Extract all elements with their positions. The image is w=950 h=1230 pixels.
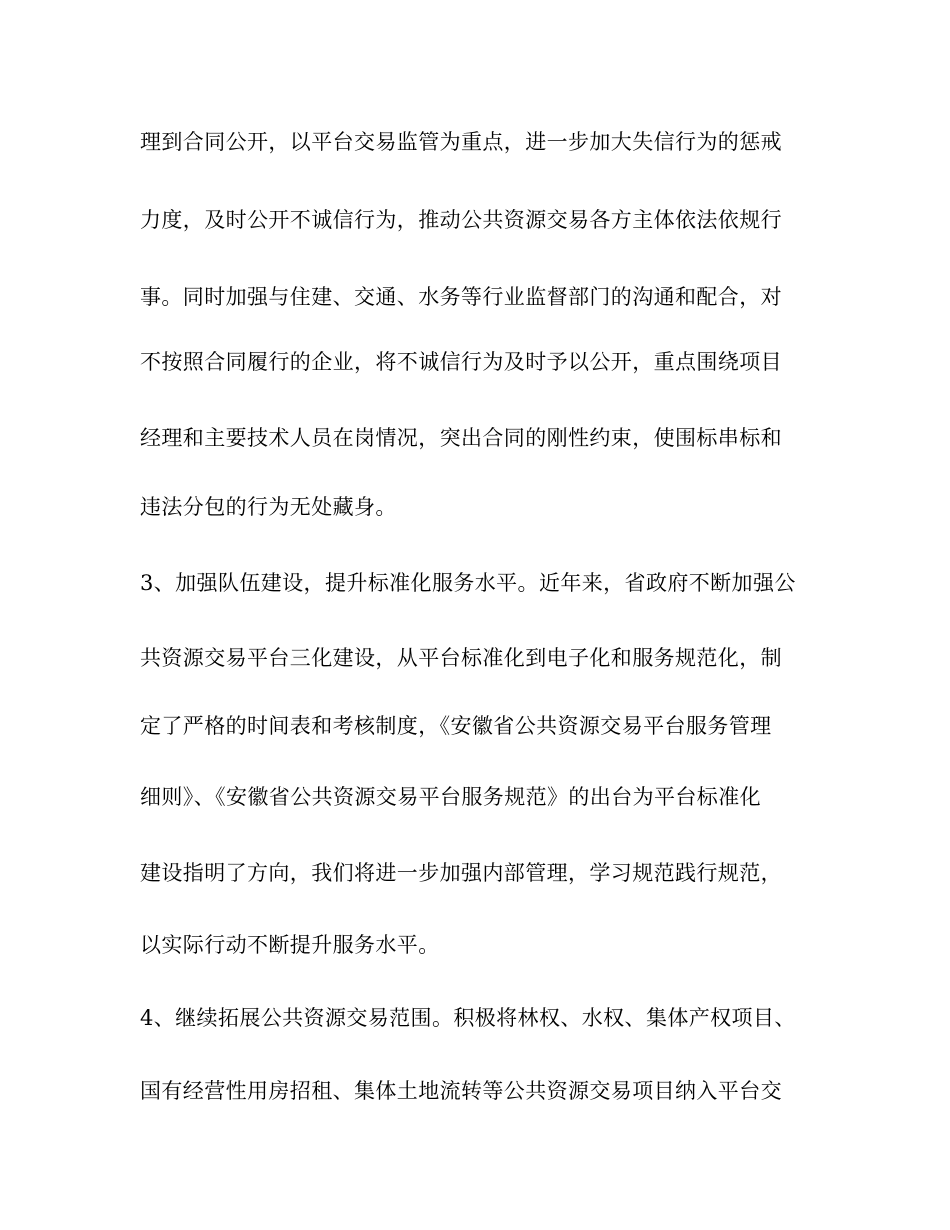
- text-line: 国有经营性用房招租、集体土地流转等公共资源交易项目纳入平台交: [140, 1079, 782, 1103]
- text-line: 建设指明了方向，我们将进一步加强内部管理，学习规范践行规范，: [140, 861, 782, 885]
- text-line: 事。同时加强与住建、交通、水务等行业监督部门的沟通和配合，对: [140, 285, 782, 309]
- text-line: 理到合同公开，以平台交易监管为重点，进一步加大失信行为的惩戒: [140, 130, 782, 154]
- text-line: 3、加强队伍建设，提升标准化服务水平。近年来，省政府不断加强公: [140, 571, 796, 595]
- text-line: 不按照合同履行的企业，将不诚信行为及时予以公开，重点围绕项目: [140, 350, 782, 374]
- text-line: 4、继续拓展公共资源交易范围。积极将林权、水权、集体产权项目、: [140, 1006, 796, 1030]
- text-line: 定了严格的时间表和考核制度，《安徽省公共资源交易平台服务管理: [140, 714, 772, 738]
- text-line: 经理和主要技术人员在岗情况，突出合同的刚性约束，使围标串标和: [140, 426, 782, 450]
- text-line: 违法分包的行为无处藏身。: [140, 495, 397, 519]
- text-line: 细则》、《安徽省公共资源交易平台服务规范》的出台为平台标准化: [140, 785, 761, 809]
- text-line: 力度，及时公开不诚信行为，推动公共资源交易各方主体依法依规行: [140, 208, 782, 232]
- text-line: 共资源交易平台三化建设，从平台标准化到电子化和服务规范化，制: [140, 646, 782, 670]
- text-line: 以实际行动不断提升服务水平。: [140, 933, 440, 957]
